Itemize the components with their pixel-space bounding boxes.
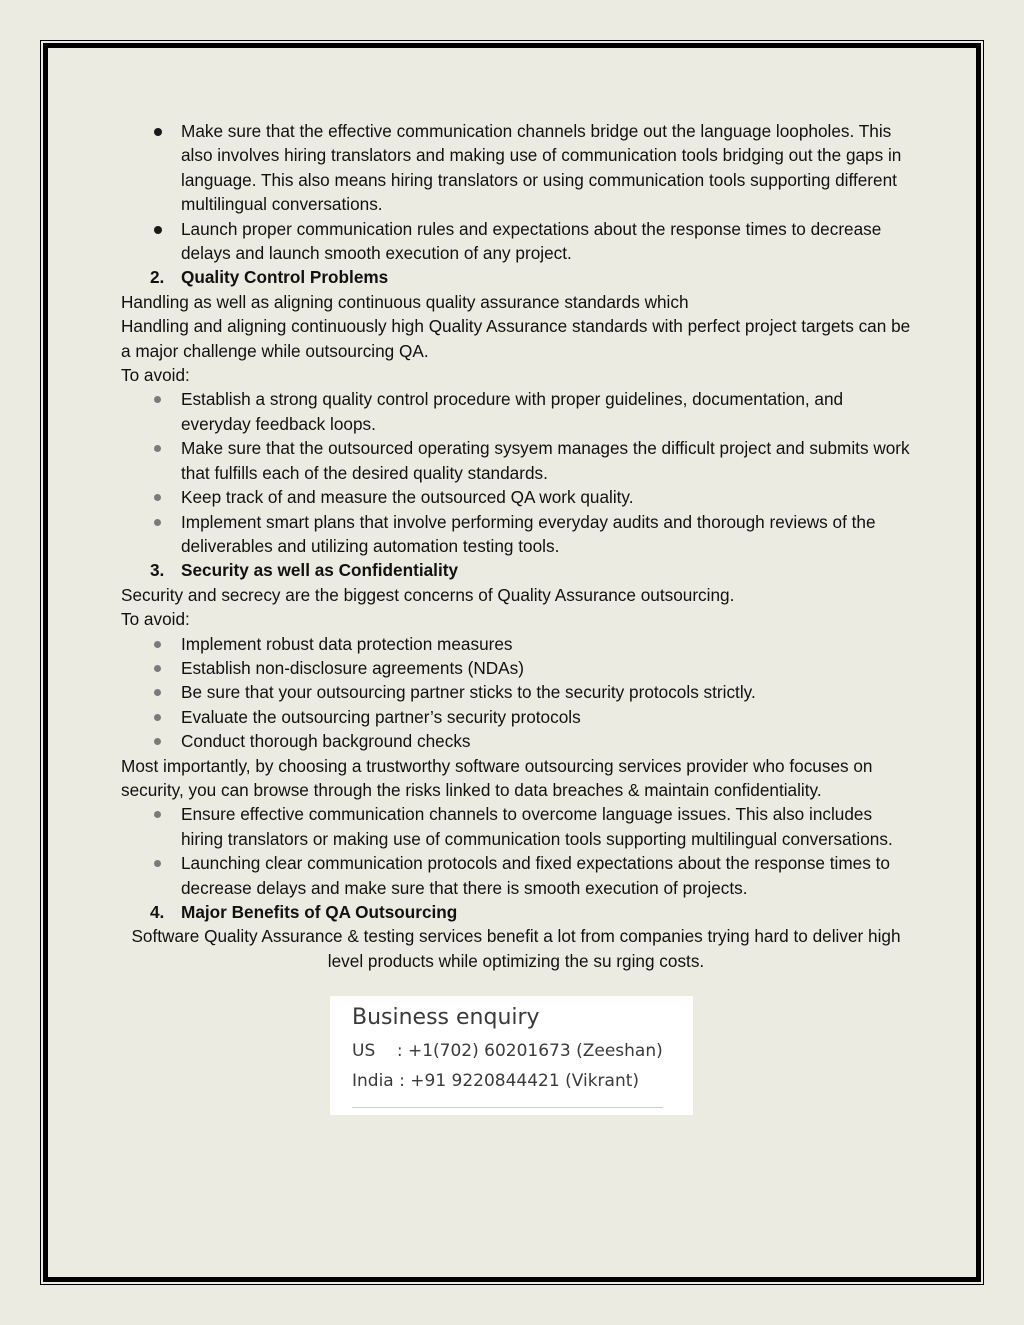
- us-contact-line[interactable]: US : +1(702) 60201673 (Zeeshan): [352, 1041, 663, 1061]
- list-item: Establish non-disclosure agreements (NDAs): [121, 656, 911, 680]
- business-enquiry-card: [330, 996, 693, 1115]
- list-item: Make sure that the effective communication channels bridge out the language loopholes. This also involves hiring translators and making use of communication tools bridging out the gaps in language. This also means hiring translators or using communication tools supporting different multilingual conversations.: [121, 119, 911, 217]
- card-divider: [352, 1107, 663, 1108]
- to-avoid-label: To avoid:: [121, 365, 190, 386]
- list-item: Keep track of and measure the outsourced QA work quality.: [121, 485, 911, 509]
- benefits-paragraph: Software Quality Assurance & testing services benefit a lot from companies trying hard to deliver high level products while optimizing the su rging costs.: [131, 926, 901, 971]
- heading-text: Quality Control Problems: [181, 267, 389, 288]
- quality-bullet-list: [121, 387, 911, 558]
- list-item: Implement smart plans that involve performing everyday audits and thorough reviews of the deliverables and utilizing automation testing tools.: [121, 510, 911, 559]
- heading-text: Security as well as Confidentiality: [181, 560, 458, 581]
- communication-tips-list: [121, 802, 911, 900]
- security-bullet-list: [121, 632, 911, 754]
- list-item: Launching clear communication protocols and fixed expectations about the response times to decrease delays and make sure that there is smooth execution of projects.: [121, 851, 911, 900]
- document-body: [121, 119, 911, 973]
- security-summary: Most importantly, by choosing a trustworthy software outsourcing services provider who focuses on security, you can browse through the risks linked to data breaches & maintain confidentiality.: [121, 755, 873, 800]
- list-item: Make sure that the outsourced operating sysyem manages the difficult project and submits work that fulfills each of the desired quality standards.: [121, 436, 911, 485]
- quality-intro-line: Handling as well as aligning continuous quality assurance standards which: [121, 291, 689, 312]
- communication-bullet-list: [121, 119, 911, 265]
- list-item: Evaluate the outsourcing partner’s security protocols: [121, 705, 911, 729]
- heading-number: 4.: [150, 902, 165, 922]
- section-heading-quality: [121, 265, 911, 289]
- security-intro: Security and secrecy are the biggest concerns of Quality Assurance outsourcing.: [121, 584, 735, 605]
- section-heading-benefits: [121, 900, 911, 924]
- list-item: Implement robust data protection measures: [121, 632, 911, 656]
- list-item: Be sure that your outsourcing partner sticks to the security protocols strictly.: [121, 680, 911, 704]
- heading-number: 2.: [150, 267, 165, 288]
- heading-text: Major Benefits of QA Outsourcing: [181, 902, 458, 922]
- quality-intro-paragraph: Handling and aligning continuously high Quality Assurance standards with perfect project targets can be a major challenge while outsourcing QA.: [121, 316, 911, 361]
- card-title: Business enquiry: [352, 1005, 540, 1030]
- heading-number: 3.: [150, 560, 165, 581]
- list-item: Launch proper communication rules and expectations about the response times to decrease delays and launch smooth execution of any project.: [121, 217, 911, 266]
- list-item: Ensure effective communication channels to overcome language issues. This also includes hiring translators or making use of communication tools supporting multilingual conversations.: [121, 802, 911, 851]
- section-heading-security: [121, 558, 911, 582]
- list-item: Establish a strong quality control procedure with proper guidelines, documentation, and everyday feedback loops.: [121, 387, 911, 436]
- india-contact-line[interactable]: India : +91 9220844421 (Vikrant): [352, 1071, 640, 1091]
- to-avoid-label: To avoid:: [121, 609, 190, 630]
- list-item: Conduct thorough background checks: [121, 729, 911, 753]
